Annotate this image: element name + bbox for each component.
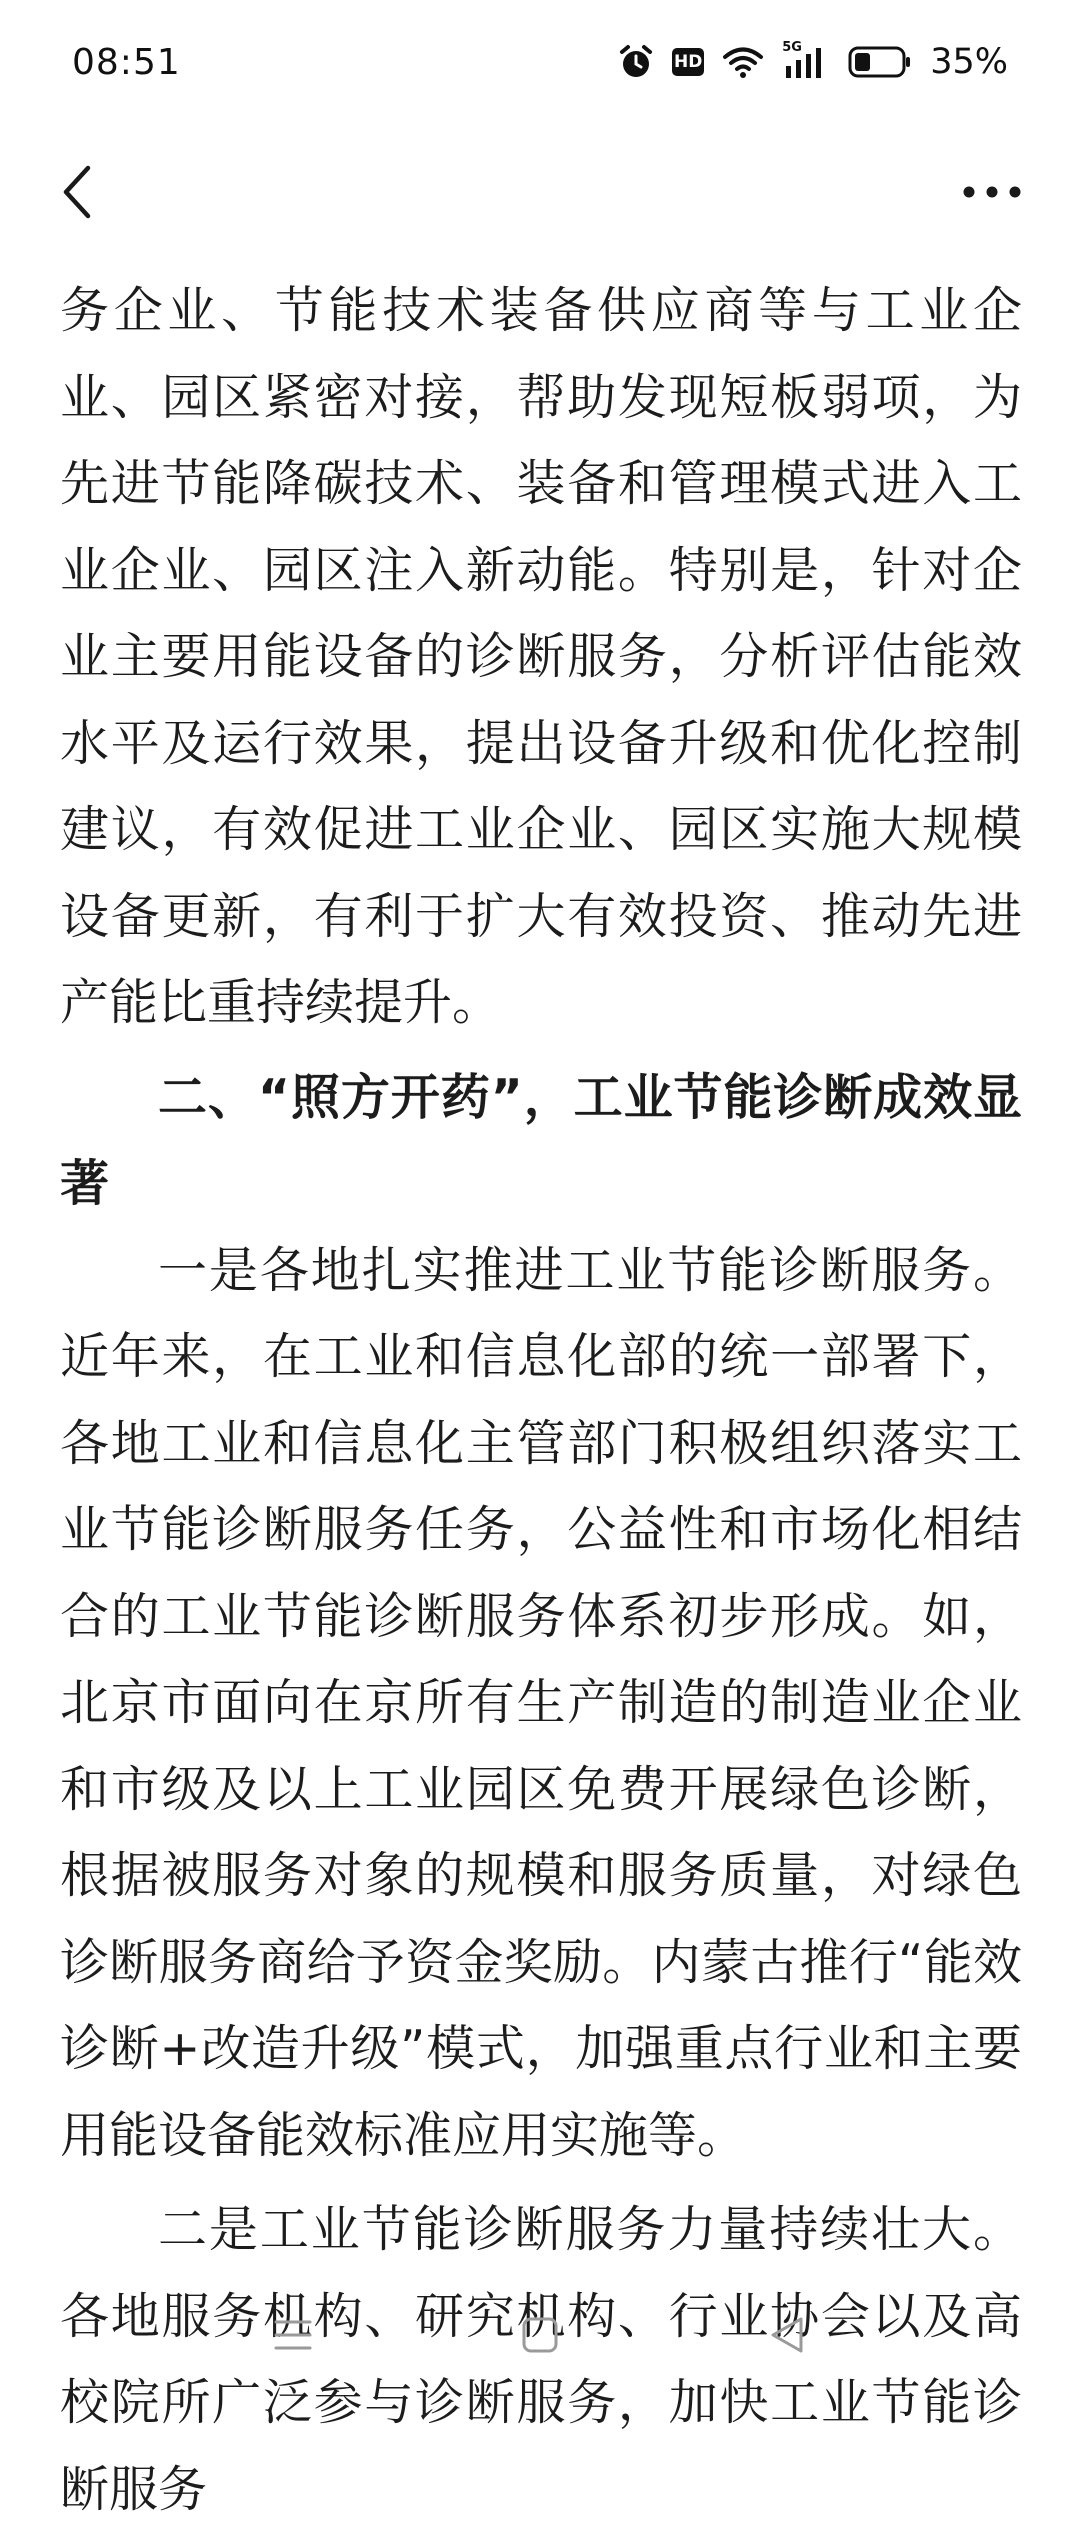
system-nav-bar [0, 2270, 1080, 2400]
battery-percent: 35% [930, 42, 1008, 82]
home-square-icon [521, 2316, 559, 2354]
section-heading: 二、“照方开药”，工业节能诊断成效显著 [60, 1068, 1022, 1212]
hd-label: HD [674, 52, 703, 72]
more-dots-icon [962, 185, 1022, 199]
article-body [60, 268, 1022, 2533]
article-paragraph: 务企业、节能技术装备供应商等与工业企业、园区紧密对接，帮助发现短板弱项，为先进节能降碳技术、装备和管理模式进入工业企业、园区注入新动能。特别是，针对企业主要用能设备的诊断服务，分析评估能效水平及运行效果，提出设备升级和优化控制建议，有效促进工业企业、园区实施大规模设备更新，有利于扩大有效投资、推动先进产能比重持续提升。 [60, 282, 1022, 1031]
menu-icon [273, 2318, 313, 2352]
alarm-icon [618, 44, 654, 80]
battery-icon [848, 45, 912, 79]
back-button[interactable] [48, 162, 108, 222]
status-icons [618, 42, 1008, 82]
system-back-button[interactable] [747, 2295, 827, 2375]
back-triangle-icon [768, 2315, 806, 2355]
article-paragraph: 一是各地扎实推进工业节能诊断服务。近年来，在工业和信息化部的统一部署下，各地工业和信息化主管部门积极组织落实工业节能诊断服务任务，公益性和市场化相结合的工业节能诊断服务体系初步形成。如，北京市面向在京所有生产制造的制造业企业和市级及以上工业园区免费开展绿色诊断，根据被服务对象的规模和服务质量，对绿色诊断服务商给予资金奖励。内蒙古推行“能效诊断+改造升级”模式，加强重点行业和主要用能设备能效标准应用实施等。 [60, 1241, 1022, 2164]
status-time: 08:51 [72, 41, 181, 83]
home-button[interactable] [500, 2295, 580, 2375]
cell-signal-icon [782, 40, 830, 80]
network-label: 5G [782, 40, 802, 55]
recent-apps-button[interactable] [253, 2295, 333, 2375]
article-paragraph: 二是工业节能诊断服务力量持续壮大。各地服务机构、研究机构、行业协会以及高校院所广泛参与诊断服务，加快工业节能诊断服务 [60, 2201, 1022, 2518]
top-nav [0, 140, 1080, 240]
status-bar [0, 0, 1080, 124]
chevron-left-icon [58, 164, 98, 220]
wifi-icon [722, 45, 764, 79]
hd-icon [672, 48, 704, 76]
more-options-button[interactable] [952, 162, 1032, 222]
